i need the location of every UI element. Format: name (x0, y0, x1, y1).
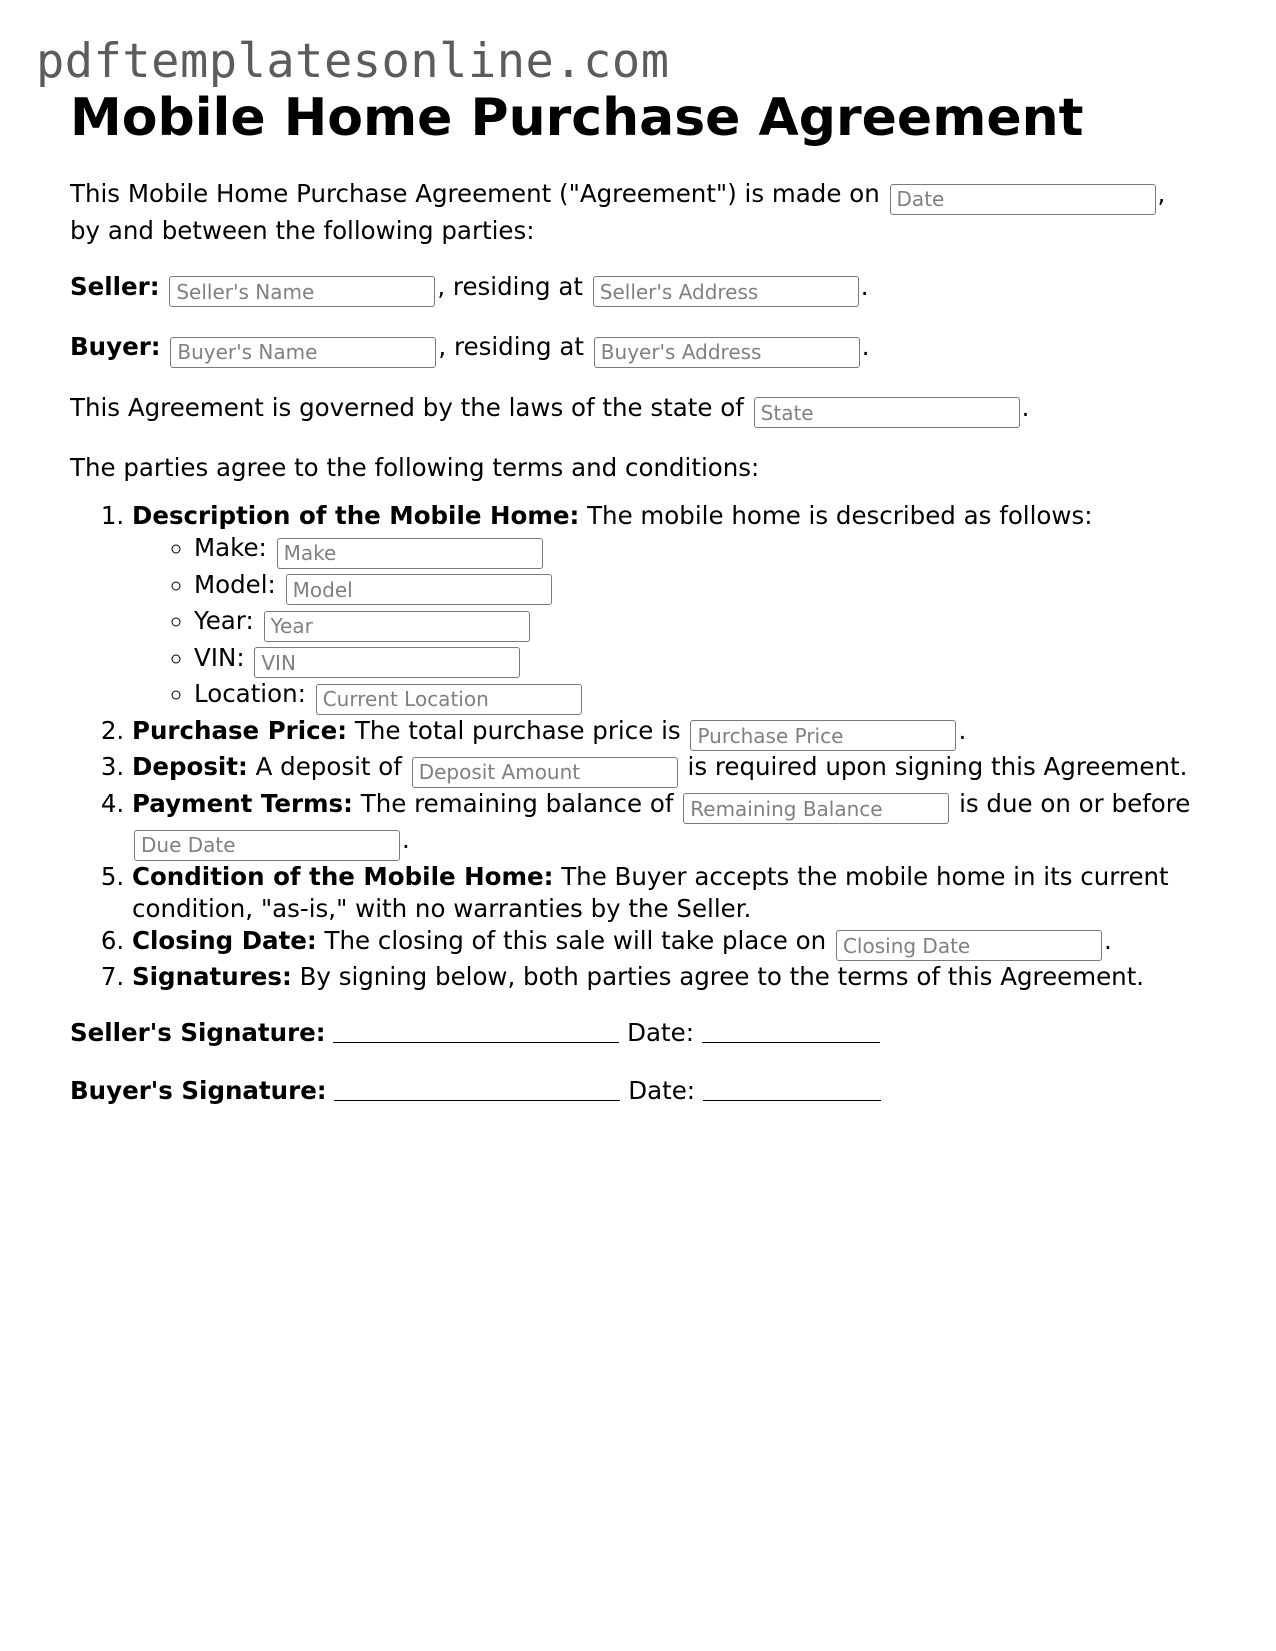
term-closing-period: . (1103, 925, 1112, 955)
term-signatures (132, 961, 1220, 993)
vin-item (194, 642, 1220, 679)
seller-name-field[interactable] (169, 276, 435, 307)
buyer-signature-line[interactable] (334, 1078, 620, 1101)
location-field[interactable] (316, 684, 582, 715)
document-title: Mobile Home Purchase Agreement (70, 88, 1084, 148)
seller-signature-line[interactable] (333, 1020, 619, 1043)
year-item (194, 605, 1220, 642)
buyer-name-field[interactable] (170, 337, 436, 368)
buyer-signature-row (70, 1075, 1220, 1107)
model-label: Model: (194, 569, 276, 599)
make-label: Make: (194, 533, 267, 562)
make-field[interactable] (277, 538, 543, 569)
seller-address-field[interactable] (593, 276, 859, 307)
intro-text: This Mobile Home Purchase Agreement ("Agreement") is made on (70, 179, 880, 208)
term-condition-heading: Condition of the Mobile Home: (132, 861, 554, 891)
term-price-heading: Purchase Price: (132, 715, 348, 745)
governing-law-text: This Agreement is governed by the laws of the state of (70, 392, 744, 422)
term-condition (132, 861, 1220, 925)
term-purchase-price (132, 715, 1220, 752)
buyer-paragraph (70, 331, 1220, 368)
term-payment-text: The remaining balance of (360, 788, 674, 818)
term-description (132, 500, 1220, 715)
seller-date-label: Date: (627, 1018, 694, 1047)
buyer-signature-label: Buyer's Signature: (70, 1076, 327, 1105)
term-price-text: The total purchase price is (354, 715, 681, 745)
term-deposit-heading: Deposit: (132, 752, 248, 781)
buyer-period: . (861, 332, 870, 361)
location-item (194, 678, 1220, 715)
term-closing-date (132, 925, 1220, 962)
term-payment-heading: Payment Terms: (132, 788, 353, 818)
term-payment (132, 788, 1220, 861)
model-item (194, 569, 1220, 606)
term-description-text: The mobile home is described as follows: (587, 501, 1093, 530)
term-payment-period: . (402, 825, 410, 854)
seller-signature-label: Seller's Signature: (70, 1018, 326, 1047)
term-condition-text: The Buyer accepts the mobile home in its current condition, "as-is," with no warranties by the Seller. (132, 861, 1169, 923)
document-page (70, 88, 1220, 1133)
term-signatures-heading: Signatures: (132, 962, 292, 991)
seller-date-line[interactable] (702, 1020, 880, 1043)
buyer-date-label: Date: (628, 1076, 696, 1105)
seller-period: . (860, 271, 869, 301)
term-deposit (132, 751, 1220, 788)
buyer-date-line[interactable] (703, 1078, 881, 1101)
remaining-balance-field[interactable] (683, 793, 949, 824)
buyer-address-field[interactable] (594, 337, 860, 368)
model-field[interactable] (286, 574, 552, 605)
seller-signature-row (70, 1017, 1220, 1049)
governing-law-paragraph (70, 392, 1220, 429)
mobile-home-details-list (132, 532, 1220, 715)
intro-paragraph (70, 178, 1220, 247)
terms-intro: The parties agree to the following terms and conditions: (70, 453, 760, 482)
due-date-field[interactable] (134, 830, 400, 861)
term-deposit-text: A deposit of (255, 752, 402, 781)
terms-list (70, 500, 1220, 993)
term-description-heading: Description of the Mobile Home: (132, 501, 580, 530)
deposit-amount-field[interactable] (412, 757, 678, 788)
term-payment-middle: is due on or before (959, 788, 1191, 818)
state-field[interactable] (754, 397, 1020, 428)
buyer-label: Buyer: (70, 332, 161, 361)
watermark-text: pdftemplatesonline.com (36, 34, 670, 89)
term-signatures-text: By signing below, both parties agree to the terms of this Agreement. (299, 962, 1145, 991)
intro-comma: , (1157, 179, 1166, 208)
year-label: Year: (194, 606, 254, 635)
buyer-residing-text: , residing at (438, 332, 584, 361)
term-deposit-after: is required upon signing this Agreement. (687, 752, 1188, 781)
term-closing-text: The closing of this sale will take place on (324, 925, 827, 955)
make-item (194, 532, 1220, 569)
intro-line2: by and between the following parties: (70, 215, 535, 245)
term-closing-heading: Closing Date: (132, 925, 317, 955)
signature-block (70, 1017, 1220, 1107)
governing-period: . (1021, 392, 1030, 422)
location-label: Location: (194, 679, 306, 708)
closing-date-field[interactable] (836, 930, 1102, 961)
term-price-period: . (958, 715, 967, 745)
seller-paragraph (70, 271, 1220, 308)
purchase-price-field[interactable] (690, 720, 956, 751)
vin-field[interactable] (254, 647, 520, 678)
vin-label: VIN: (194, 642, 245, 672)
year-field[interactable] (264, 611, 530, 642)
agreement-date-field[interactable] (890, 184, 1156, 215)
seller-label: Seller: (70, 271, 160, 301)
seller-residing-text: , residing at (437, 271, 583, 301)
